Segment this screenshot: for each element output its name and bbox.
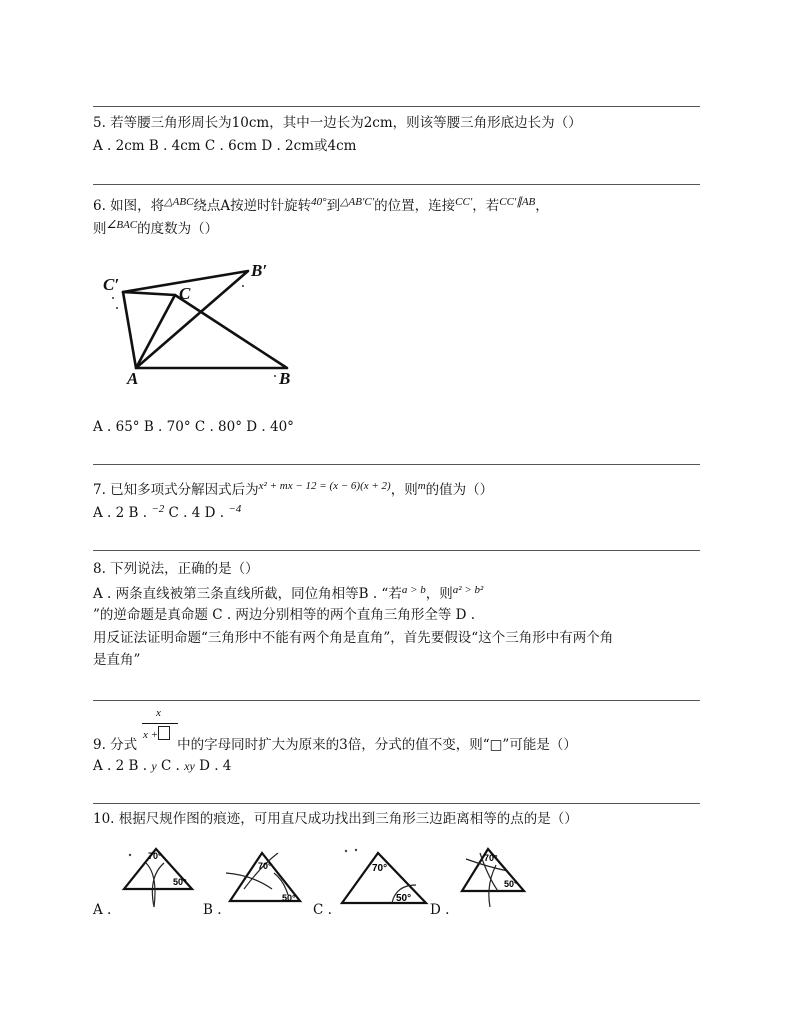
q7-text: 7. 已知多项式分解因式后为	[93, 482, 259, 498]
q6-text: 到	[326, 198, 341, 214]
divider-q9	[93, 700, 700, 701]
q6-rotation-figure	[95, 258, 315, 388]
q7-math-m: m	[417, 480, 426, 492]
q6-options: A . 65° B . 70° C . 80° D . 40°	[93, 419, 294, 435]
q7-option-text: C . 4 D .	[168, 505, 225, 521]
q9-fraction-bar	[142, 723, 178, 724]
angle-70-label: 70°	[484, 853, 498, 863]
q8-line1	[93, 585, 483, 604]
q8-text: A . 两条直线被第三条直线所截，同位角相等	[93, 586, 359, 602]
q8-text: B . “若	[358, 586, 402, 602]
q10-figure-c	[336, 845, 436, 915]
q9-math-xy: xy	[184, 759, 195, 773]
q6-text: 绕点A按逆时针旋转	[193, 198, 312, 214]
angle-70-label: 70°	[258, 861, 272, 871]
q6-text: 6. 如图，将	[93, 198, 165, 214]
q9-options	[93, 757, 231, 775]
divider-q7	[93, 464, 700, 465]
q6-text: 则	[93, 221, 107, 237]
q10-figure-b	[222, 845, 312, 915]
q6-text: 的位置，连接	[374, 198, 456, 214]
q7-option-text: A . 2 B .	[93, 505, 148, 521]
q10-figure-d	[452, 845, 542, 915]
q10-option-b-label: B .	[203, 902, 222, 918]
q6-math-abc: △ABC	[164, 196, 194, 208]
q6-math-parallel: CC′∥AB	[499, 196, 536, 208]
q7-math-equation: x² + mx − 12 = (x − 6)(x + 2)	[258, 480, 391, 492]
divider-top	[93, 106, 700, 107]
q7-math-neg4: −4	[228, 503, 242, 515]
q6-text: 的度数为（）	[137, 221, 219, 237]
q7-text: ，则	[390, 482, 418, 498]
q6-stem-line1	[93, 197, 549, 216]
q7-text: 的值为（）	[425, 482, 494, 498]
q10-stem: 10. 根据尺规作图的痕迹，可用直尺成功找出到三角形三边距离相等的点的是（）	[93, 811, 578, 827]
divider-q10	[93, 803, 700, 804]
q9-option-text: A . 2 B .	[93, 758, 148, 774]
q8-math-a2-gt-b2: a² > b²	[452, 584, 484, 596]
q7-math-neg2: −2	[151, 503, 165, 515]
q5-stem: 5. 若等腰三角形周长为10cm，其中一边长为2cm，则该等腰三角形底边长为（）	[93, 115, 582, 131]
q9-stem	[93, 736, 577, 754]
q10-option-a-label: A .	[93, 902, 112, 918]
q6-math-bac: ∠BAC	[106, 219, 138, 231]
angle-50-label: 50°	[173, 877, 187, 887]
angle-70-label: 70°	[148, 851, 162, 861]
q6-text: ，若	[472, 198, 500, 214]
q9-option-text: D . 4	[199, 758, 232, 774]
q7-stem	[93, 481, 493, 500]
label-c-prime: C′	[103, 275, 120, 294]
q5-options: A . 2cm B . 4cm C . 6cm D . 2cm或4cm	[93, 138, 357, 154]
q8-text: ，则	[425, 586, 453, 602]
q9-text: 中的字母同时扩大为原来的3倍，分式的值不变，则“□”可能是（）	[177, 737, 577, 753]
q6-stem-line2	[93, 220, 218, 239]
q9-fraction-numerator: x	[156, 707, 161, 719]
q10-figure-a	[118, 845, 198, 915]
q9-option-text: C .	[160, 758, 180, 774]
q6-math-abprimec: △AB′C′	[340, 196, 375, 208]
q8-line3: 用反证法证明命题“三角形中不能有两个角是直角”，首先要假设“这个三角形中有两个角	[93, 630, 614, 646]
label-b-prime: B′	[251, 261, 268, 280]
q9-denominator-text: x +	[143, 729, 159, 741]
label-c: C	[179, 284, 191, 303]
q9-text: 9. 分式	[93, 737, 138, 753]
angle-50-label: 50°	[504, 879, 518, 889]
angle-50-label: 50°	[396, 893, 412, 904]
divider-q8	[93, 550, 700, 551]
q6-math-angle: 40°	[311, 196, 327, 208]
divider-q6	[93, 184, 700, 185]
q8-line2: ”的逆命题是真命题 C . 两边分别相等的两个直角三角形全等 D .	[93, 607, 476, 623]
q10-option-c-label: C .	[313, 902, 332, 918]
q8-stem: 8. 下列说法，正确的是（）	[93, 561, 259, 577]
q9-math-y: y	[151, 759, 157, 773]
q8-math-a-gt-b: a > b	[401, 584, 426, 596]
angle-50-label: 50°	[282, 893, 296, 903]
q8-line4: 是直角”	[93, 652, 141, 668]
q6-math-ccprime: CC′	[455, 196, 473, 208]
q6-text: ，	[535, 198, 549, 214]
q7-options	[93, 504, 241, 523]
label-b: B	[279, 369, 291, 388]
angle-70-label: 70°	[372, 863, 388, 874]
label-a: A	[127, 369, 139, 388]
q10-option-d-label: D .	[430, 902, 450, 918]
